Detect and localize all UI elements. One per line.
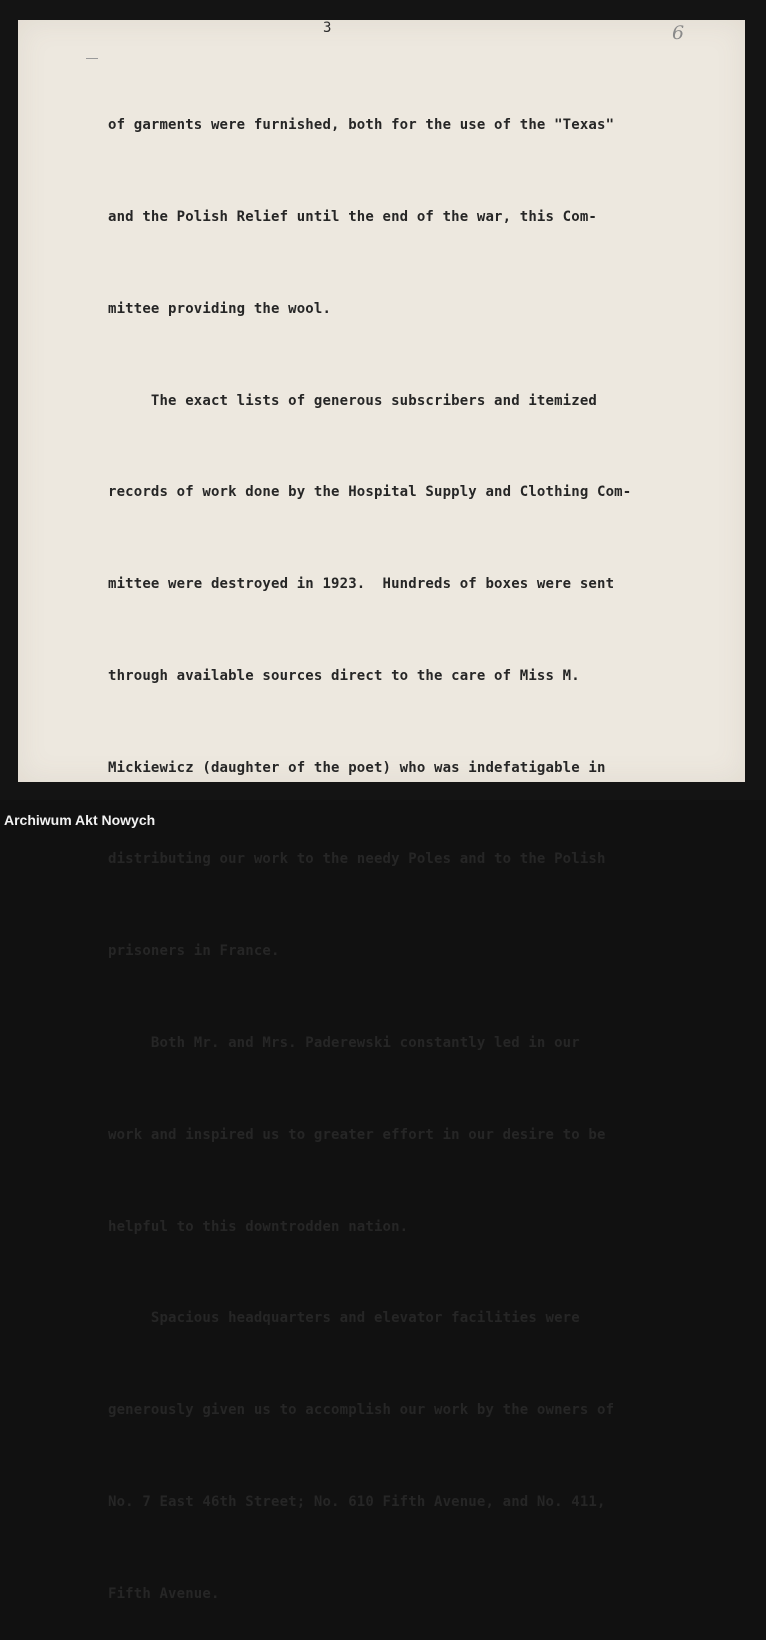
archive-label: Archiwum Akt Nowych [4, 812, 156, 828]
text-line: distributing our work to the needy Poles and to the Polish [108, 851, 606, 868]
text-line: The exact lists of generous subscribers and itemized [108, 392, 597, 409]
text-line: helpful to this downtrodden nation. [108, 1218, 409, 1235]
page-number: 3 [323, 20, 332, 36]
typed-body-text [108, 49, 698, 1640]
text-line: of garments were furnished, both for the use of the "Texas" [108, 117, 615, 134]
text-line: prisoners in France. [108, 943, 280, 960]
text-line: No. 7 East 46th Street; No. 610 Fifth Avenue, and No. 411, [108, 1493, 606, 1510]
text-line: Mickiewicz (daughter of the poet) who was indefatigable in [108, 759, 606, 776]
text-line: records of work done by the Hospital Supply and Clothing Com- [108, 484, 632, 501]
text-line: mittee providing the wool. [108, 300, 332, 317]
text-line: work and inspired us to greater effort in our desire to be [108, 1126, 606, 1143]
text-line: and the Polish Relief until the end of the war, this Com- [108, 208, 597, 225]
text-line: Spacious headquarters and elevator facilities were [108, 1310, 580, 1327]
text-line: Fifth Avenue. [108, 1585, 220, 1602]
text-line: generously given us to accomplish our work by the owners of [108, 1402, 615, 1419]
text-line: Both Mr. and Mrs. Paderewski constantly led in our [108, 1035, 580, 1051]
margin-mark [86, 58, 98, 59]
handwritten-folio-number: 6 [672, 22, 685, 44]
text-line: mittee were destroyed in 1923. Hundreds of boxes were sent [108, 576, 615, 593]
text-line: through available sources direct to the care of Miss M. [108, 667, 580, 684]
